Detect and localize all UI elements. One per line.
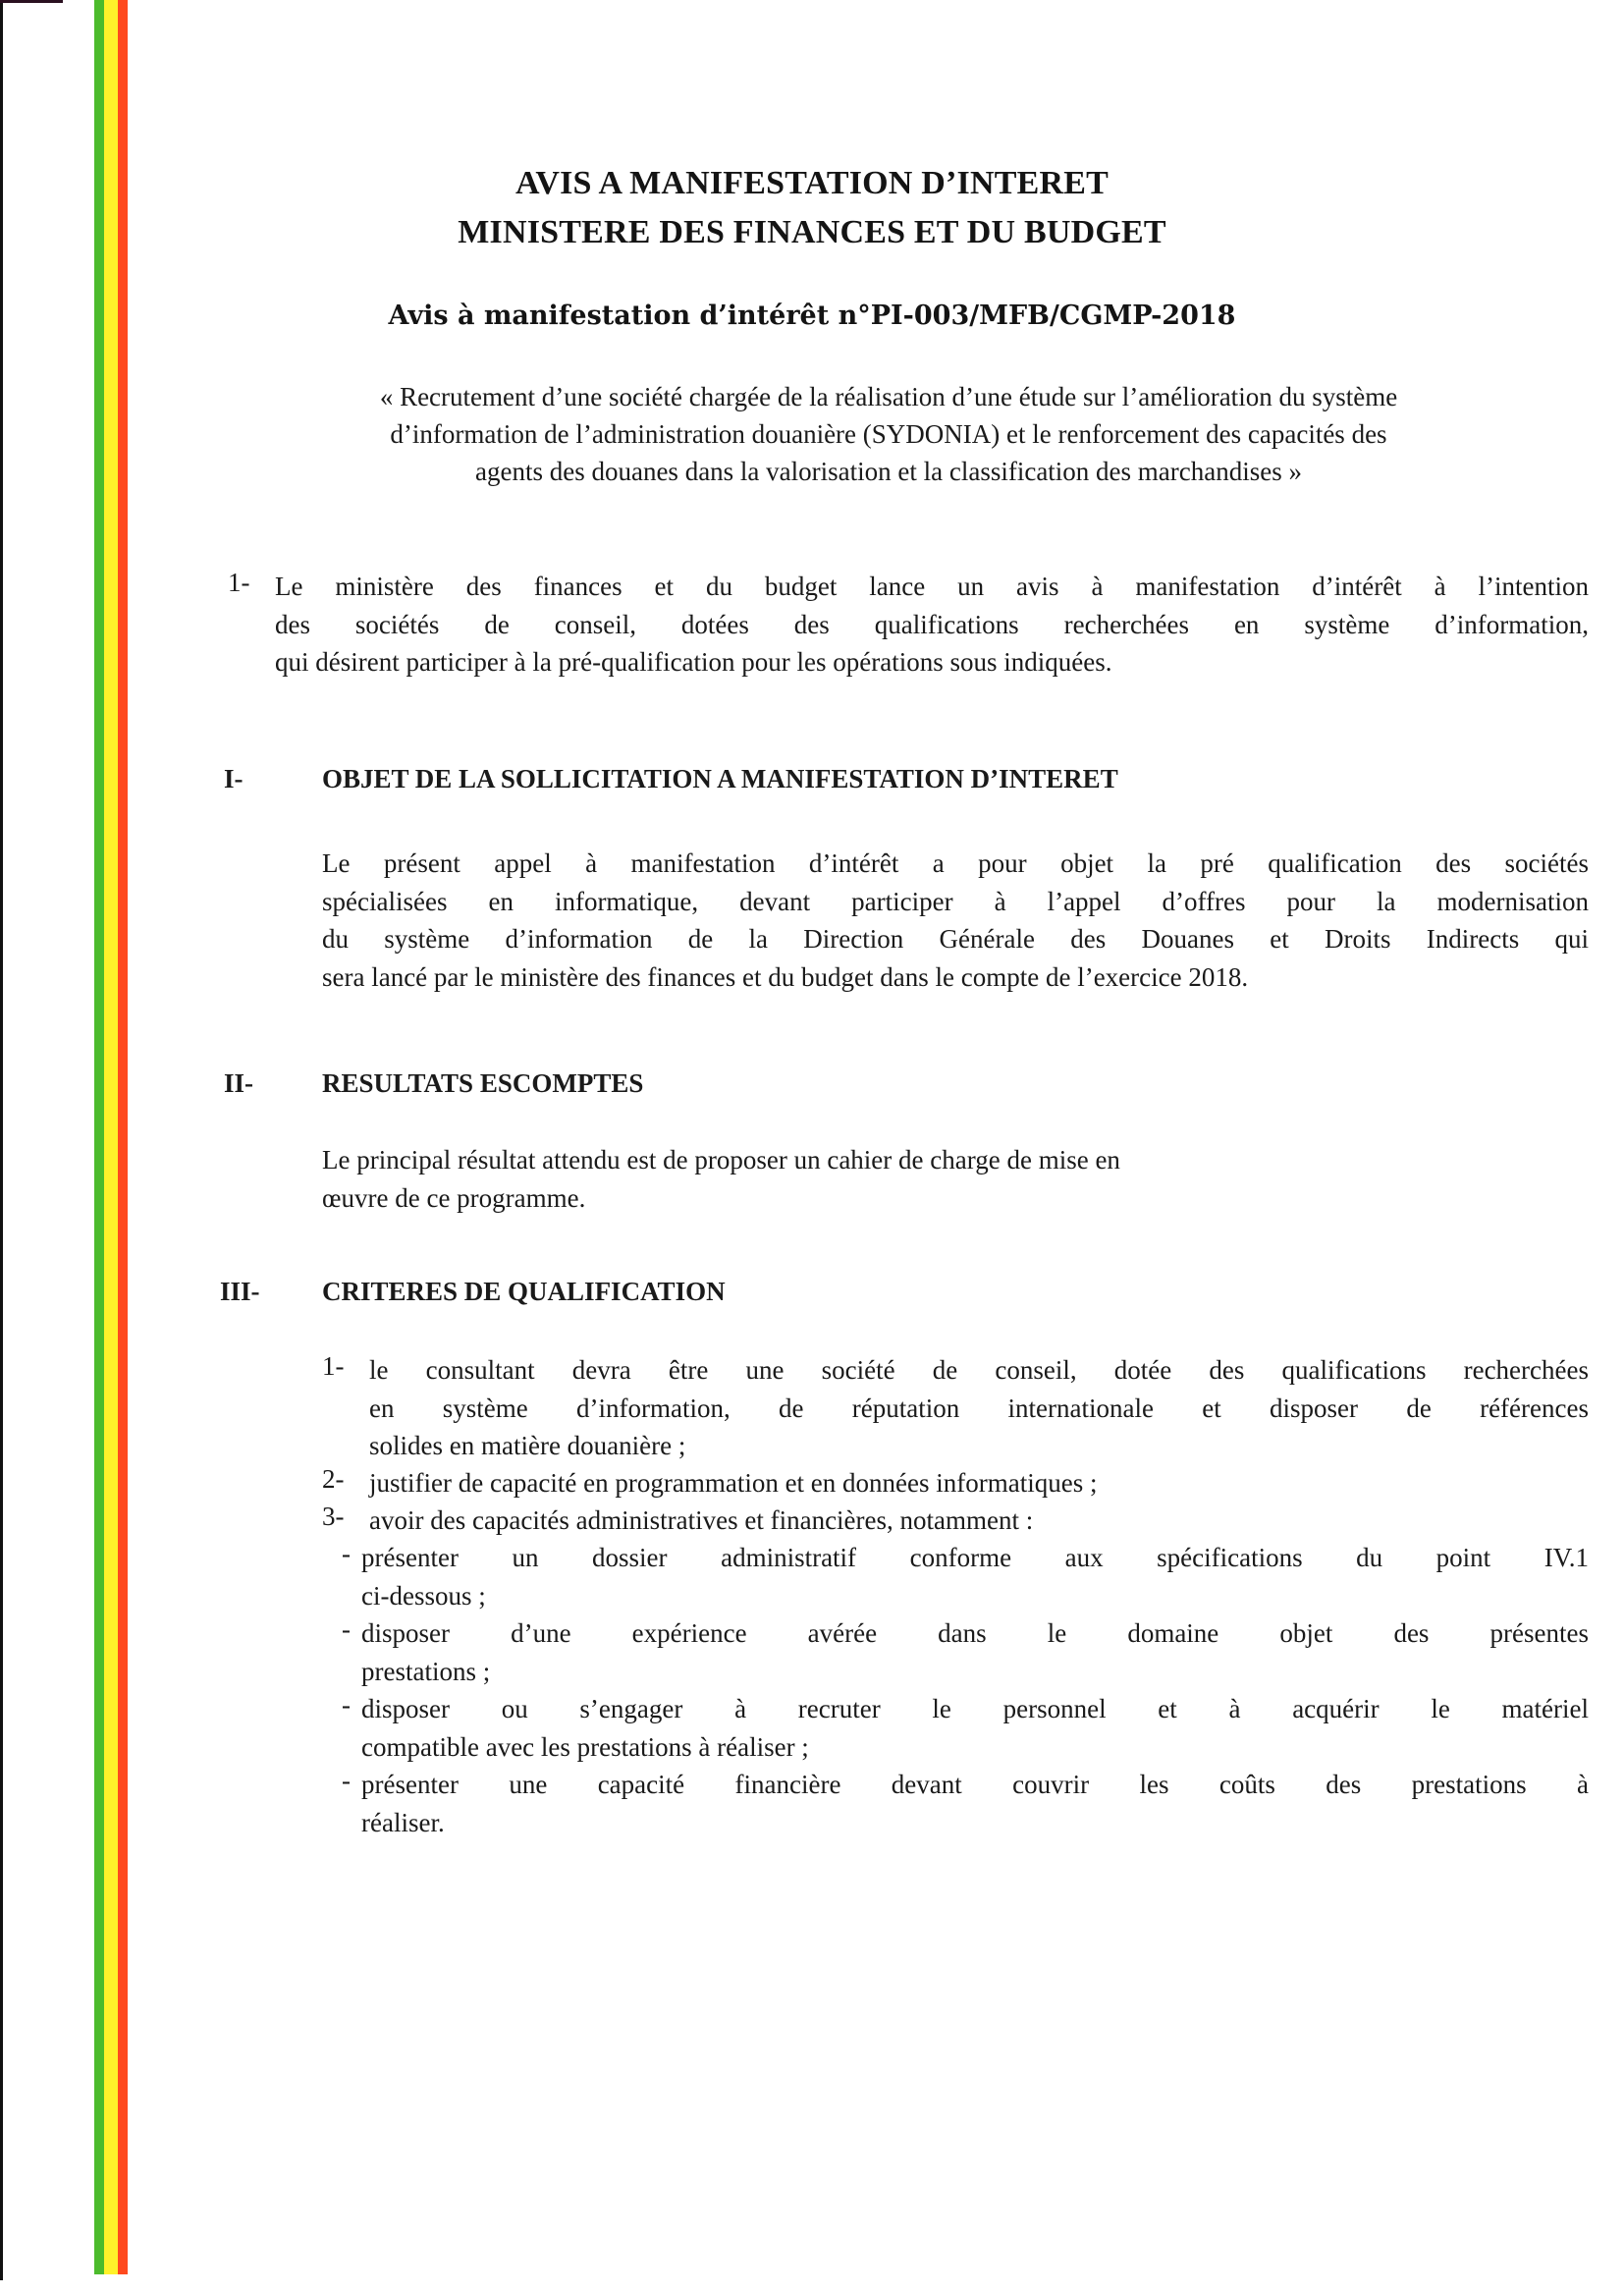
section-title-resultats: RESULTATS ESCOMPTES [322, 1068, 644, 1098]
text-line: Le principal résultat attendu est de proposer un cahier de charge de mise en [322, 1145, 1120, 1175]
text-line: prestations ; [361, 1656, 491, 1686]
ministry-title: MINISTERE DES FINANCES ET DU BUDGET [458, 214, 1166, 250]
paragraph-intro [275, 568, 1589, 682]
bullet-item-dossier [361, 1539, 1589, 1614]
text-line: présenter un dossier administratif conforme aux spécifications du point IV.1 [361, 1543, 1589, 1572]
text-line: réaliser. [361, 1807, 445, 1837]
text-line: justifier de capacité en programmation et en données informatiques ; [369, 1468, 1098, 1498]
scan-edge-line [0, 0, 3, 2280]
criteria-item-3 [369, 1502, 1589, 1540]
bullet-item-personnel [361, 1690, 1589, 1766]
flag-stripe-red [118, 0, 128, 2274]
section-body-objet [322, 845, 1589, 996]
bullet-dash: - [342, 1539, 351, 1568]
text-line: ci-dessous ; [361, 1580, 486, 1611]
text-line: présenter une capacité financière devant couvrir les coûts des prestations à [361, 1770, 1589, 1799]
text-line: avoir des capacités administratives et financières, notamment : [369, 1505, 1034, 1535]
text-line: œuvre de ce programme. [322, 1182, 586, 1213]
scan-top-mark [0, 0, 63, 3]
criteria-item-1 [369, 1351, 1589, 1465]
quote-line: « Recrutement d’une société chargée de la réalisation d’une étude sur l’amélioration du système [379, 382, 1398, 411]
text-line: Le présent appel à manifestation d’intérêt a pour objet la pré qualification des sociétés [322, 848, 1589, 878]
item-number-2: 2- [322, 1464, 345, 1494]
paragraph-number: 1- [228, 568, 250, 597]
section-number-3: III- [220, 1277, 260, 1306]
section-number-1: I- [224, 764, 244, 793]
flag-stripe-green [94, 0, 104, 2274]
item-number-1: 1- [322, 1351, 345, 1381]
section-title-criteres: CRITERES DE QUALIFICATION [322, 1277, 726, 1306]
quote-line: agents des douanes dans la valorisation et la classification des marchandises » [475, 457, 1302, 486]
section-body-resultats [322, 1141, 1589, 1217]
bullet-item-experience [361, 1614, 1589, 1690]
document-title: AVIS A MANIFESTATION D’INTERET [515, 165, 1109, 201]
criteria-item-2 [369, 1464, 1589, 1503]
text-line: spécialisées en informatique, devant participer à l’appel d’offres pour la modernisation [322, 886, 1589, 916]
text-line: le consultant devra être une société de conseil, dotée des qualifications recherchées [369, 1355, 1589, 1385]
bullet-item-capacite [361, 1766, 1589, 1841]
item-number-3: 3- [322, 1502, 345, 1531]
text-line: des sociétés de conseil, dotées des qualifications recherchées en système d’information, [275, 609, 1589, 639]
text-line: du système d’information de la Direction Générale des Douanes et Droits Indirects qui [322, 924, 1589, 954]
text-line: solides en matière douanière ; [369, 1431, 686, 1460]
bullet-dash: - [342, 1614, 351, 1644]
text-line: sera lancé par le ministère des finances et du budget dans le compte de l’exercice 2018. [322, 961, 1249, 992]
intro-quote [187, 378, 1591, 490]
text-line: disposer ou s’engager à recruter le personnel et à acquérir le matériel [361, 1694, 1589, 1723]
notice-reference: Avis à manifestation d’intérêt n°PI-003/MFB/CGMP-2018 [388, 301, 1236, 331]
text-line: qui désirent participer à la pré-qualification pour les opérations sous indiquées. [275, 647, 1112, 677]
bullet-dash: - [342, 1766, 351, 1795]
text-line: disposer d’une expérience avérée dans le domaine objet des présentes [361, 1618, 1589, 1648]
section-number-2: II- [224, 1068, 254, 1098]
text-line: en système d’information, de réputation internationale et disposer de références [369, 1393, 1589, 1423]
quote-line: d’information de l’administration douanière (SYDONIA) et le renforcement des capacités des [390, 419, 1387, 449]
text-line: compatible avec les prestations à réaliser ; [361, 1731, 809, 1762]
bullet-dash: - [342, 1690, 351, 1720]
flag-stripe-yellow [104, 0, 118, 2274]
section-title-objet: OBJET DE LA SOLLICITATION A MANIFESTATION D’INTERET [322, 764, 1118, 793]
text-line: Le ministère des finances et du budget lance un avis à manifestation d’intérêt à l’intention [275, 572, 1589, 601]
